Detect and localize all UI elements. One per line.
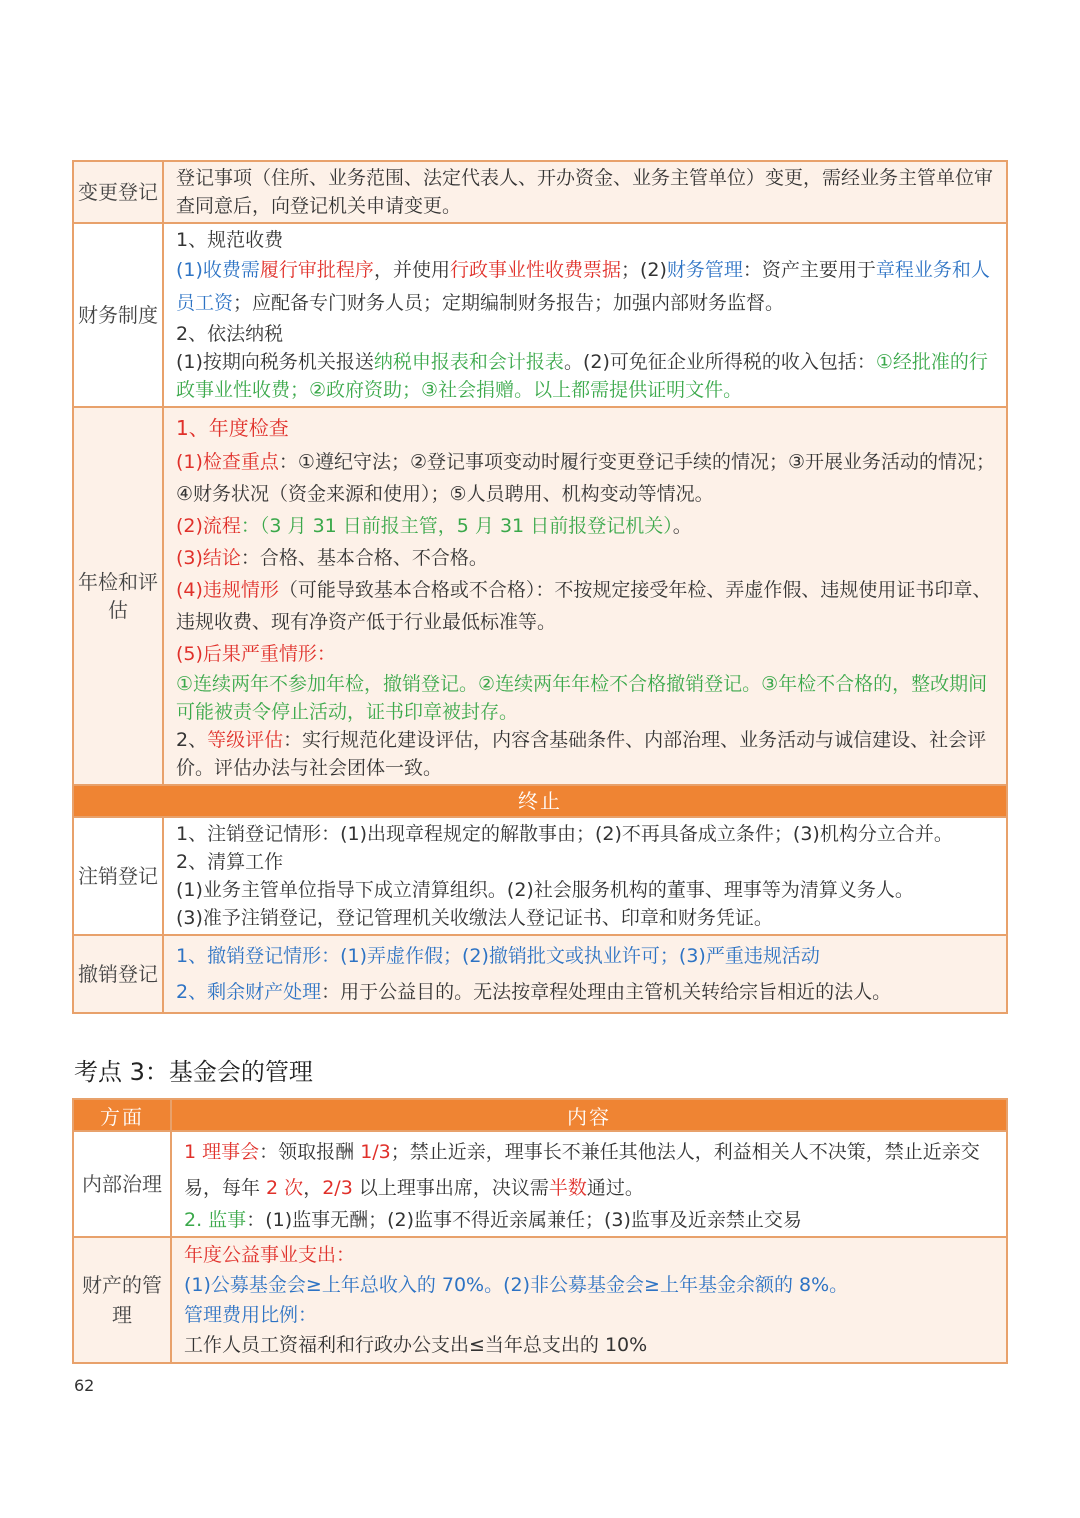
finance-fees — [176, 254, 998, 320]
text-segment: ，并使用 — [373, 259, 450, 281]
text-segment: ①经批准的行政事业性收费；②政府资助；③社会捐赠。以上都需提供证明文件。 — [176, 351, 988, 401]
cancel-line-1: 1、注销登记情形：(1)出现章程规定的解散事由；(2)不再具备成立条件；(3)机构分立合并。 — [176, 823, 953, 845]
finance-tax — [176, 348, 998, 404]
text-segment: 等级评估 — [207, 729, 284, 751]
annual-process — [176, 510, 998, 542]
property-heading-2: 管理费用比例： — [184, 1304, 318, 1326]
text-segment: 2、剩余财产处理 — [176, 981, 322, 1003]
text-segment: ：资产主要用于 — [742, 259, 876, 281]
row-label: 年检和评估 — [73, 407, 163, 785]
row-content — [163, 407, 1007, 785]
text-segment: ；应配备专门财务人员；定期编制财务报告；加强内部财务监督。 — [233, 292, 785, 314]
foundation-table — [72, 1098, 1008, 1364]
text-segment: （可能导致基本合格或不合格）：不按规定接受年检、弄虚作假、违规使用证书印章、违规收费、现有净资产低于行业最低标准等。 — [176, 579, 992, 633]
text-segment: ：（3 月 31 日前报主管，5 月 31 日前报登记机关） — [240, 515, 673, 537]
row-revocation — [73, 935, 1007, 1013]
table-header — [73, 1099, 1007, 1131]
text-segment: ：(1)监事无酬；(2)监事不得近亲属兼任；(3)监事及近亲禁止交易 — [246, 1209, 802, 1231]
text-segment: ；禁止近亲，理事长不兼任其他法人，利益相关人不决策，禁止近亲交易，每年 — [184, 1141, 980, 1199]
header-aspect: 方面 — [73, 1099, 171, 1131]
change-text: 登记事项（住所、业务范围、法定代表人、开办资金、业务主管单位）变更，需经业务主管单位审查同意后，向登记机关申请变更。 — [176, 167, 994, 217]
row-content — [171, 1131, 1007, 1237]
header-content: 内容 — [171, 1099, 1007, 1131]
text-segment: ：实行规范化建设评估，内容含基础条件、内部治理、业务活动与诚信建设、社会评价。评估办法与社会团体一致。 — [176, 729, 987, 779]
text-segment: 1 理事会 — [184, 1141, 260, 1163]
property-admin-ratio: 工作人员工资福利和行政办公支出≤当年总支出的 10% — [184, 1334, 648, 1356]
row-annual-inspection — [73, 407, 1007, 785]
text-segment: 2、 — [176, 729, 208, 751]
text-segment: 财务管理 — [666, 259, 743, 281]
text-segment: ：用于公益目的。无法按章程处理由主管机关转给宗旨相近的法人。 — [321, 981, 892, 1003]
row-label: 撤销登记 — [73, 935, 163, 1013]
row-label: 财产的管理 — [73, 1237, 171, 1363]
row-cancellation — [73, 817, 1007, 935]
cancel-line-2: 2、清算工作 — [176, 851, 284, 873]
text-segment: 2. — [184, 1209, 209, 1231]
cancel-line-4: (3)准予注销登记，登记管理机关收缴法人登记证书、印章和财务凭证。 — [176, 907, 773, 929]
row-label: 注销登记 — [73, 817, 163, 935]
text-segment: (3)结论 — [176, 547, 241, 569]
text-segment: ： — [316, 643, 336, 665]
annual-heading: 1、年度检查 — [176, 416, 289, 440]
row-governance — [73, 1131, 1007, 1237]
text-segment: 半数 — [548, 1177, 587, 1199]
row-property — [73, 1237, 1007, 1363]
row-content — [171, 1237, 1007, 1363]
row-label: 财务制度 — [73, 223, 163, 407]
row-change-registration — [73, 161, 1007, 223]
text-segment: 以上理事出席，决议需 — [352, 1177, 549, 1199]
annual-severe-details: ①连续两年不参加年检，撤销登记。②连续两年年检不合格撤销登记。③年检不合格的，整改期间可能被责令停止活动，证书印章被封存。 — [176, 673, 988, 723]
text-segment: 章程业务和人员工资 — [176, 259, 990, 314]
page-number: 62 — [74, 1376, 95, 1395]
text-segment: ， — [303, 1177, 323, 1199]
text-segment: 。(2)可免征企业所得税的收入包括： — [563, 351, 876, 373]
text-segment: 纳税申报表和会计报表 — [373, 351, 564, 373]
property-expenditure: (1)公募基金会≥上年总收入的 70%。(2)非公募基金会≥上年基金余额的 8%。 — [184, 1274, 849, 1296]
registration-table — [72, 160, 1008, 1014]
text-segment: 监事 — [208, 1209, 247, 1231]
row-content — [163, 161, 1007, 223]
text-segment: (1)检查重点 — [176, 451, 279, 473]
property-heading-1: 年度公益事业支出： — [184, 1244, 356, 1266]
text-segment: (4)违规情形 — [176, 579, 279, 601]
revoke-line-2 — [176, 974, 998, 1010]
finance-heading-1: 1、规范收费 — [176, 229, 284, 251]
section-heading: 考点 3：基金会的管理 — [74, 1058, 313, 1086]
text-segment: 通过。 — [586, 1177, 644, 1199]
text-segment: 。 — [672, 515, 692, 537]
text-segment: 1/3 — [360, 1141, 391, 1163]
row-finance-system — [73, 223, 1007, 407]
governance-board — [184, 1134, 998, 1206]
row-content — [163, 935, 1007, 1013]
finance-heading-2: 2、依法纳税 — [176, 323, 284, 345]
text-segment: 2 次 — [266, 1177, 304, 1199]
revoke-line-1: 1、撤销登记情形：(1)弄虚作假；(2)撤销批文或执业许可；(3)严重违规活动 — [176, 945, 820, 967]
row-content — [163, 817, 1007, 935]
text-segment: ：①遵纪守法；②登记事项变动时履行变更登记手续的情况；③开展业务活动的情况；④财务状况（资金来源和使用）；⑤人员聘用、机构变动等情况。 — [176, 451, 996, 505]
text-segment: (1)收费需 — [176, 259, 260, 281]
termination-label: 终止 — [73, 785, 1007, 817]
row-label: 内部治理 — [73, 1131, 171, 1237]
text-segment: ：领取报酬 — [259, 1141, 361, 1163]
text-segment: (1)按期向税务机关报送 — [176, 351, 374, 373]
row-content — [163, 223, 1007, 407]
text-segment: (2)流程 — [176, 515, 241, 537]
text-segment: ：合格、基本合格、不合格。 — [240, 547, 488, 569]
text-segment: 履行审批程序 — [259, 259, 374, 281]
annual-severe — [176, 638, 998, 670]
text-segment: (5)后果严重情形 — [176, 643, 317, 665]
row-label: 变更登记 — [73, 161, 163, 223]
annual-focus — [176, 446, 998, 510]
text-segment: 行政事业性收费票据 — [449, 259, 621, 281]
termination-bar — [73, 785, 1007, 817]
governance-supervisor — [184, 1206, 998, 1234]
annual-violations — [176, 574, 998, 638]
text-segment: ；(2) — [620, 259, 667, 281]
annual-grading — [176, 726, 998, 782]
annual-conclusion — [176, 542, 998, 574]
text-segment: 2/3 — [322, 1177, 353, 1199]
cancel-line-3: (1)业务主管单位指导下成立清算组织。(2)社会服务机构的董事、理事等为清算义务人。 — [176, 879, 914, 901]
